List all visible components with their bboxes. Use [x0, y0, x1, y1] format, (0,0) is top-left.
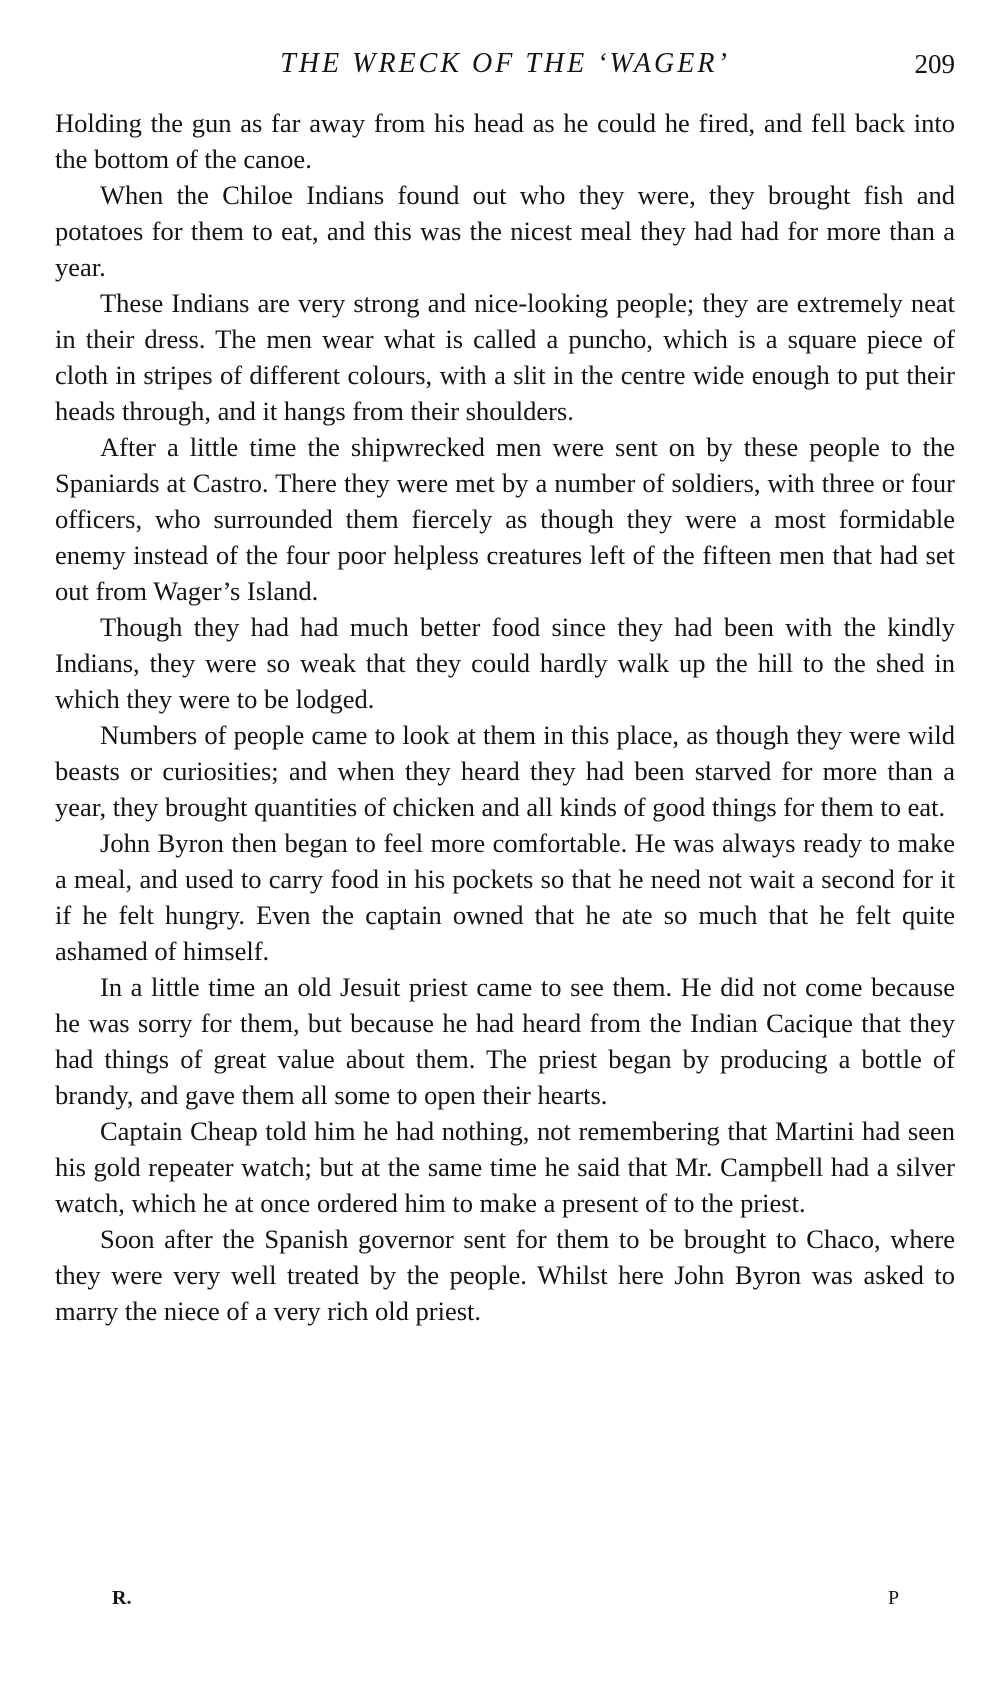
running-title: THE WRECK OF THE ‘WAGER’ — [280, 48, 730, 79]
paragraph-1: Holding the gun as far away from his head as he could he fired, and fell back into the bottom of the canoe. — [55, 108, 955, 174]
signature-mark: R. — [112, 1587, 132, 1609]
paragraph-9: Captain Cheap told him he had nothing, not remembering that Martini had seen his gold repeater watch; but at the same time he said that Mr. Campbell had a silver watch, which he at once ordered him to make a present of to the priest. — [55, 1116, 955, 1218]
paragraph-3: These Indians are very strong and nice-looking people; they are extremely neat in their dress. The men wear what is called a puncho, which is a square piece of cloth in stripes of different colours, with a slit in the centre wide enough to put their heads through, and it hangs from their shoulders. — [55, 288, 955, 426]
paragraph-8: In a little time an old Jesuit priest came to see them. He did not come because he was sorry for them, but because he had heard from the Indian Cacique that they had things of great value about them. The priest began by producing a bottle of brandy, and gave them all some to open their hearts. — [55, 972, 955, 1110]
paragraph-6: Numbers of people came to look at them in this place, as though they were wild beasts or curiosities; and when they heard they had been starved for more than a year, they brought quantities of chicken and all kinds of good things for them to eat. — [55, 720, 955, 822]
running-head — [55, 44, 955, 84]
paragraph-2: When the Chiloe Indians found out who they were, they brought fish and potatoes for them to eat, and this was the nicest meal they had had for more than a year. — [55, 180, 955, 282]
paragraph-7: John Byron then began to feel more comfortable. He was always ready to make a meal, and used to carry food in his pockets so that he need not wait a second for it if he felt hungry. Even the captain owned that he ate so much that he felt quite ashamed of himself. — [55, 828, 955, 966]
body-text — [55, 105, 955, 1329]
page-number: 209 — [914, 49, 955, 79]
paragraph-4: After a little time the shipwrecked men were sent on by these people to the Spaniards at Castro. There they were met by a number of soldiers, with three or four officers, who surrounded them fiercely as though they were a most formidable enemy instead of the four poor helpless creatures left of the fifteen men that had set out from Wager’s Island. — [55, 432, 955, 606]
paragraph-10: Soon after the Spanish governor sent for them to be brought to Chaco, where they were very well treated by the people. Whilst here John Byron was asked to marry the niece of a very rich old priest. — [55, 1224, 955, 1326]
gathering-mark: P — [888, 1587, 900, 1609]
paragraph-5: Though they had had much better food since they had been with the kindly Indians, they were so weak that they could hardly walk up the hill to the shed in which they were to be lodged. — [55, 612, 955, 714]
